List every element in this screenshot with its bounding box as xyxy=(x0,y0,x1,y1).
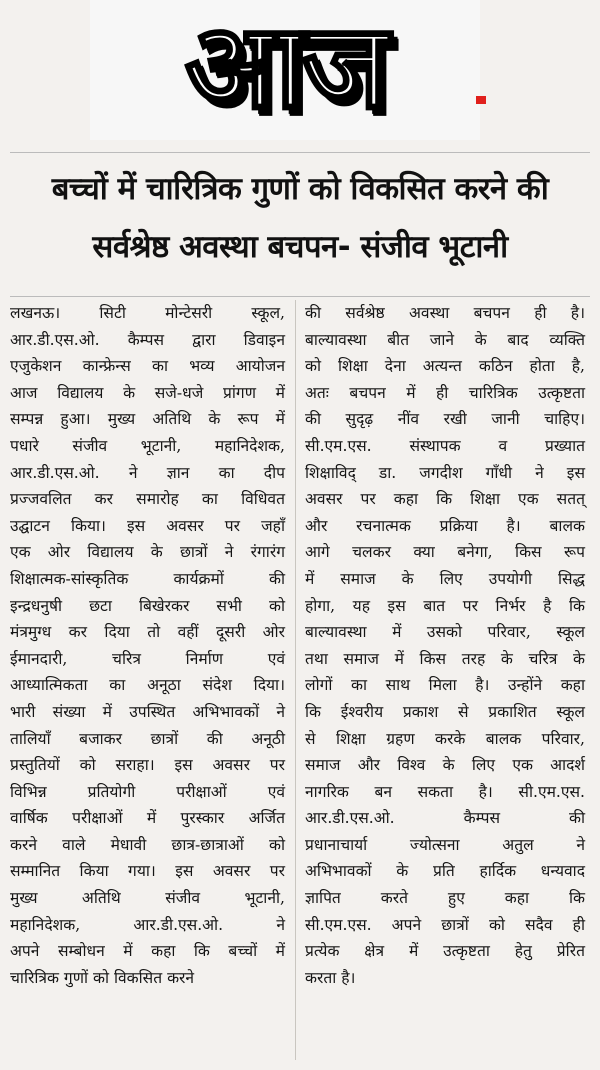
article-text-line: मुख्य अतिथि संजीव भूटानी, xyxy=(10,889,285,908)
article-column-left xyxy=(10,300,285,991)
column-divider xyxy=(295,300,296,1060)
article-text-line: अभिभावकों के प्रति हार्दिक धन्यवाद xyxy=(305,862,585,881)
article-text-line: आर.डी.एस.ओ. ने ज्ञान का दीप xyxy=(10,463,285,482)
headline-line-2: सर्वश्रेष्ठ अवस्था बचपन- संजीव भूटानी xyxy=(92,229,508,265)
article-text-line: आर.डी.एस.ओ. कैम्पस की xyxy=(305,809,585,828)
newspaper-logo: आज xyxy=(184,0,386,135)
article-text-line: से शिक्षा ग्रहण करके बालक परिवार, xyxy=(305,729,585,748)
headline-bottom-divider xyxy=(10,296,590,297)
article-text-line: भारी संख्या में उपस्थित अभिभावकों ने xyxy=(10,702,285,721)
article-text-line: सी.एम.एस. संस्थापक व प्रख्यात xyxy=(305,436,585,455)
article-text-line: ईमानदारी, चरित्र निर्माण एवं xyxy=(10,649,285,668)
article-text-line: चारित्रिक गुणों को विकसित करने xyxy=(10,968,195,987)
article-text-line: और रचनात्मक प्रक्रिया है। बालक xyxy=(305,516,585,535)
article-text-line: अवसर पर कहा कि शिक्षा एक सतत् xyxy=(305,490,585,509)
article-text-line: ज्ञापित करते हुए कहा कि xyxy=(305,889,585,908)
article-text-line: प्रत्येक क्षेत्र में उत्कृष्टता हेतु प्रेरित xyxy=(305,942,585,961)
article-text-line: समाज और विश्व के लिए एक आदर्श xyxy=(305,756,585,775)
article-text-line: की सर्वश्रेष्ठ अवस्था बचपन ही है। xyxy=(305,304,585,322)
article-text-line: मंत्रमुग्ध कर दिया तो वहीं दूसरी ओर xyxy=(10,623,285,642)
article-text-line: शिक्षात्मक-सांस्कृतिक कार्यक्रमों की xyxy=(10,569,285,588)
article-text-line: शिक्षाविद् डा. जगदीश गाँधी ने इस xyxy=(305,463,585,482)
article-text-line: महानिदेशक, आर.डी.एस.ओ. ने xyxy=(10,915,285,934)
article-text-line: प्रस्तुतियों को सराहा। इस अवसर पर xyxy=(10,756,285,775)
article-text-line: में समाज के लिए उपयोगी सिद्ध xyxy=(305,569,585,588)
newspaper-masthead xyxy=(90,0,480,140)
article-text-line: प्रधानाचार्या ज्योत्सना अतुल ने xyxy=(305,835,585,854)
article-text-line: सी.एम.एस. अपने छात्रों को सदैव ही xyxy=(305,915,585,934)
article-text-line: विभिन्न प्रतियोगी परीक्षाओं एवं xyxy=(10,782,285,801)
article-text-line: लोगों का साथ मिला है। उन्होंने कहा xyxy=(305,676,585,695)
article-text-line: इन्द्रधनुषी छटा बिखेरकर सभी को xyxy=(10,596,285,615)
headline-top-divider xyxy=(10,152,590,153)
article-text-line: नागरिक बन सकता है। सी.एम.एस. xyxy=(305,782,585,801)
article-text-line: तथा समाज में किस तरह के चरित्र के xyxy=(305,649,585,668)
article-text-line: पधारे संजीव भूटानी, महानिदेशक, xyxy=(10,436,285,455)
article-text-line: अतः बचपन में ही चारित्रिक उत्कृष्टता xyxy=(305,383,585,402)
article-text-line: आध्यात्मिकता का अनूठा संदेश दिया। xyxy=(10,676,285,695)
article-text-line: आज विद्यालय के सजे-धजे प्रांगण में xyxy=(10,383,285,402)
article-text-line: सम्मानित किया गया। इस अवसर पर xyxy=(10,862,285,881)
article-text-line: अपने सम्बोधन में कहा कि बच्चों में xyxy=(10,942,285,961)
masthead-red-mark xyxy=(476,96,486,104)
article-column-right xyxy=(305,300,585,991)
article-text-line: तालियाँ बजाकर छात्रों की अनूठी xyxy=(10,729,285,748)
article-text-line: करता है। xyxy=(305,968,356,987)
article-text-line: एक ओर विद्यालय के छात्रों ने रंगारंग xyxy=(10,543,285,562)
article-text-line: सम्पन्न हुआ। मुख्य अतिथि के रूप में xyxy=(10,410,285,429)
article-text-line: आर.डी.एस.ओ. कैम्पस द्वारा डिवाइन xyxy=(10,330,285,349)
article-text-line: को शिक्षा देना अत्यन्त कठिन होता है, xyxy=(305,357,585,376)
article-text-line: लखनऊ। सिटी मोन्टेसरी स्कूल, xyxy=(10,304,285,322)
article-headline xyxy=(0,160,600,276)
article-text-line: एजुकेशन कान्फ्रेन्स का भव्य आयोजन xyxy=(10,357,285,376)
article-text-line: आगे चलकर क्या बनेगा, किस रूप xyxy=(305,543,585,562)
article-text-line: करने वाले मेधावी छात्र-छात्राओं को xyxy=(10,835,285,854)
article-text-line: बाल्यावस्था में उसको परिवार, स्कूल xyxy=(305,623,585,642)
article-text-line: की सुदृढ़ नींव रखी जानी चाहिए। xyxy=(305,410,585,429)
article-text-line: बाल्यावस्था बीत जाने के बाद व्यक्ति xyxy=(305,330,585,349)
article-text-line: प्रज्जवलित कर समारोह का विधिवत xyxy=(10,490,285,509)
article-text-line: होगा, यह इस बात पर निर्भर है कि xyxy=(305,596,585,615)
article-text-line: कि ईश्वरीय प्रकाश से प्रकाशित स्कूल xyxy=(305,702,585,721)
headline-line-1: बच्चों में चारित्रिक गुणों को विकसित करने की xyxy=(51,171,549,207)
article-text-line: वार्षिक परीक्षाओं में पुरस्कार अर्जित xyxy=(10,809,285,828)
article-text-line: उद्घाटन किया। इस अवसर पर जहाँ xyxy=(10,516,285,535)
